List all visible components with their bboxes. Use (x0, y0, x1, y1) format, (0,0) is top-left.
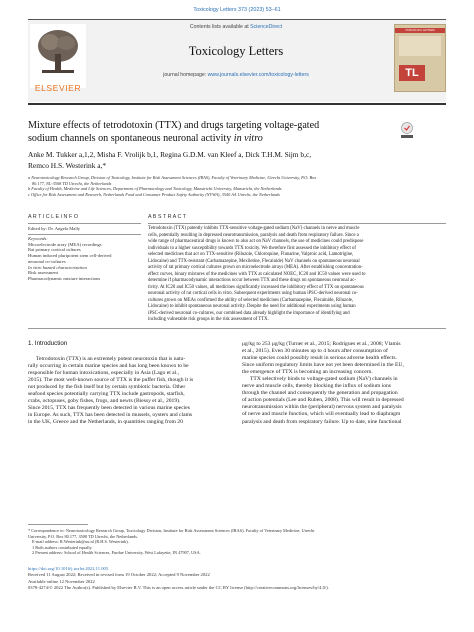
editor-line: Edited by: Dr. Angela Mally (28, 226, 81, 231)
intro-line: the emergence of TTX is becoming an increasing concern. (242, 369, 373, 376)
abstract-line: neuronal activity of rat cortical cells in vitro. Subsequent experiments using human iPSC-derived neuronal co- (148, 291, 358, 296)
intro-line: of action potentials (Lee and Ruben, 2008). This will result in depressed (242, 397, 404, 404)
intro-line: TTX selectively binds to voltage-gated sodium (NaV) channels in (250, 376, 398, 383)
article-info-heading: A R T I C L E I N F O (28, 214, 78, 220)
title-line-2 (28, 133, 388, 146)
keyword-item: Human induced pluripotent stem cell-derived (28, 253, 112, 259)
authors (28, 150, 458, 171)
keyword-item: In vitro hazard characterization (28, 264, 87, 270)
journal-title: Toxicology Letters (188, 44, 284, 58)
abstract-body (148, 226, 446, 324)
abstract-bottom-rule (28, 328, 446, 329)
keyword-item: neuronal co-cultures (28, 258, 66, 264)
intro-line: et al., 2015). Even 30 minutes up to 4 hours after consumption of (242, 348, 388, 355)
title-line-1: Mixture effects of tetrodotoxin (TTX) and drugs targeting voltage-gated (28, 120, 320, 131)
title-main: sodium channels on spontaneous neuronal activity (28, 132, 234, 144)
abstract-line: effect curves, binary mixtures of the medicines with TTX at calculated NOEC, IC20 and IC50 values were used to (148, 271, 366, 277)
elsevier-logo (30, 24, 86, 93)
abstract-line: individuals to a higher susceptibility towards TTX toxicity. We therefore first assessed the inhibitory effect of (148, 245, 356, 251)
masthead-top-rule (28, 19, 446, 20)
affiliation-a-cont: 80.177, NL-3508 TD Utrecht, the Netherlands (32, 180, 112, 186)
keywords-heading: Keywords: (28, 236, 48, 241)
authors-line-1: Anke M. Tukker a,1,2, Misha F. Vrolijk b,1, Regina G.D.M. van Kleef a, Dick T.H.M. Sijm b,c, (28, 150, 312, 159)
cover-badge: TL (399, 65, 425, 81)
intro-line: paralysis and death from respiratory failure. Up to date, nine functional (242, 418, 402, 425)
affiliation-c: c Office for Risk Assessment and Research, Netherlands Food and Consumer Product Safety Authority (NVWA), 3540 AA Utrecht, the Netherlands (28, 191, 280, 197)
introduction-heading: 1. Introduction (28, 340, 68, 347)
intro-line: neurotransmission within the (peripheral) nervous system and paralysis (242, 404, 402, 411)
keyword-item: Rat primary cortical cultures (28, 247, 81, 253)
intro-line: responsible for human intoxications, especially in Asia (Lago et al., (28, 370, 179, 377)
footnotes (28, 528, 453, 556)
abstract-line: activity of rat primary cortical cultures grown on microelectrode arrays (MEA). After establishing concentration- (148, 265, 363, 270)
check-for-updates-icon (400, 122, 414, 140)
journal-homepage (86, 72, 386, 78)
authors-line-2: Remco H.S. Westerink a,* (28, 160, 107, 170)
available-online: Available online 12 November 2022 (28, 578, 95, 584)
affiliation-a: a Neurotoxicology Research Group, Division of Toxicology, Institute for Risk Assessment Sciences (IRAS), Faculty of Veterinary Medicine, Utrecht University, P.O. Box (28, 175, 317, 180)
intro-left-column (28, 356, 234, 426)
footnote-rule (28, 524, 88, 525)
homepage-prefix: journal homepage: (163, 72, 208, 78)
intro-line: Since 2015, TTX has frequently been detected in various marine species (28, 405, 190, 412)
footnote-email: E-mail address: R.Westerink@uu.nl (R.H.S. Westerink). (32, 539, 129, 545)
abstract-line: Lidocaine) to inhibit spontaneous neuronal activity. Despite the need for additional experiments using human (148, 304, 356, 309)
article-title (28, 120, 388, 145)
intro-line: of nerve and muscle function, which will eventually lead to diaphragm (242, 411, 401, 418)
abstract-line: determine if pharmacodynamic interactions occur between TTX and these drugs on spontaneous neuronal ac- (148, 278, 356, 283)
intro-line: Since uniform regulatory limits have not yet been determined in the EU, (242, 362, 404, 369)
abstract-heading: A B S T R A C T (148, 214, 187, 220)
article-metadata (28, 566, 453, 592)
abstract-line: iPSC-derived neuronal co-cultures, our combined data already highlight the importance of identifying and (148, 310, 350, 316)
abstract-line: Lidocaine) and TTX-resistant (Carbamazepine, Mexiletine, Flecainide) NaV channels on spontaneous neuronal (148, 258, 360, 264)
journal-cover (394, 24, 446, 92)
intro-right-column (242, 341, 448, 426)
intro-line: 2015). The most well-known source of TTX is the puffer fish, though it is (28, 377, 194, 384)
abstract-line: including vulnerable risk groups in the risk assessment of TTX. (148, 317, 269, 322)
article-info-rule (28, 223, 141, 224)
cover-top-label: TOXICOLOGY LETTERS (395, 28, 445, 33)
intro-line: through the channel and consequently the generation and propagation (242, 390, 398, 397)
intro-line: seafood species potentially carrying TTX include gastropods, starfish, (28, 391, 185, 398)
masthead-bottom-rule (28, 103, 446, 105)
intro-line: not produced by the fish itself but by certain symbiotic bacteria. Other (28, 384, 186, 391)
abstract-line: cultures grown on MEAs confirmed the ability of selected medicines (Carbamazepine, Flecainide, Riluzole, (148, 297, 354, 303)
intro-line: marine species could possibly result in serious adverse health effects. (242, 355, 397, 362)
received-dates: Received 11 August 2022; Received in revised form 19 October 2022; Accepted 9 November 2022 (28, 572, 210, 578)
intro-line: μg/kg to 253 μg/kg (Turner et al., 2015; Rodrigues et al., 2008; Vlamis (242, 341, 401, 347)
abstract-line: selected medicines that act on TTX-sensitive (Riluzole, Chloroquine, Flunarine, Valproic acid, Lamotrigine, (148, 252, 354, 257)
journal-reference[interactable]: Toxicology Letters 373 (2023) 53–61 (193, 7, 281, 13)
check-for-updates-button[interactable] (400, 122, 414, 140)
sciencedirect-link[interactable]: ScienceDirect (250, 24, 283, 30)
intro-line: in Europe. As such, TTX has been detected in mussels, oysters and clams (28, 412, 193, 419)
intro-line: in the UK, Greece and the Netherlands, in quantities ranging from 20 (28, 419, 183, 426)
title-italic: in vitro (233, 132, 263, 144)
footnote-equal: 1 Both authors contributed equally. (32, 544, 93, 550)
intro-line: crabs, octopuses, goby fishes, frogs, and newts (Biessy et al., 2019). (28, 398, 181, 405)
footnote-correspondence: * Correspondence to: Neurotoxicology Research Group, Toxicology Division, Institute for Risk Assessment Sciences (IRAS), Faculty of Veterinary Medicine, Utrecht (28, 528, 315, 533)
keyword-item: Pharmacodynamic mixture interactions (28, 275, 101, 281)
contents-prefix: Contents lists available at (189, 24, 251, 30)
intro-line: Tetrodotoxin (TTX) is an extremely potent neurotoxin that is natu- (36, 356, 186, 362)
editor-rule (28, 234, 141, 235)
keywords-block (28, 236, 143, 282)
footnote-present-address: 2 Present address: School of Health Sciences, Purdue University, West Lafayette, IN 47907, USA. (32, 550, 201, 556)
elsevier-wordmark: ELSEVIER (34, 83, 82, 93)
abstract-line: cells, potentially resulting in depressed neurotransmission, paralysis and death from respiratory failure. Since a (148, 232, 359, 238)
homepage-link[interactable]: www.journals.elsevier.com/toxicology-letters (207, 72, 309, 78)
intro-line: nerve and muscle cells, thereby blocking the influx of sodium ions (242, 383, 391, 390)
affiliations (28, 175, 453, 197)
abstract-rule (148, 223, 446, 224)
abstract-line: Tetrodotoxin (TTX) potently inhibits TTX-sensitive voltage-gated sodium (NaV) channels in nerve and muscle (148, 226, 360, 231)
doi-link[interactable]: https://doi.org/10.1016/j.toxlet.2022.11.005 (28, 566, 109, 571)
affiliation-b: b Faculty of Health, Medicine and Life Sciences, Department of Pharmacology and Toxicology, Maastricht University, Maastricht, the Netherlands (28, 186, 282, 192)
keyword-item: Risk assessment (28, 270, 58, 276)
keyword-item: Microelectrode array (MEA) recordings (28, 241, 102, 247)
cover-panel (399, 36, 441, 56)
footnote-correspondence-cont: University, P.O. Box 80.177, 3508 TD Utrecht, the Netherlands. (28, 533, 139, 539)
intro-line: rally occurring in certain marine species and has long been known to be (28, 363, 189, 370)
elsevier-tree-icon (30, 24, 86, 78)
abstract-line: wide range of pharmaceutical drugs is known to also act on NaV channels, the use of medicines could predispose (148, 239, 364, 244)
abstract-line: tivity. At IC20 and IC50 values, all medicines significantly increased the inhibitory effect of TTX on spontaneous (148, 284, 364, 290)
copyright-line: 0378-4274/© 2022 The Author(s). Published by Elsevier B.V. This is an open access article under the CC BY license (http://creativecommons.org/licenses/by/4.0/). (28, 585, 329, 591)
contents-availability (86, 24, 386, 30)
masthead (28, 19, 446, 102)
